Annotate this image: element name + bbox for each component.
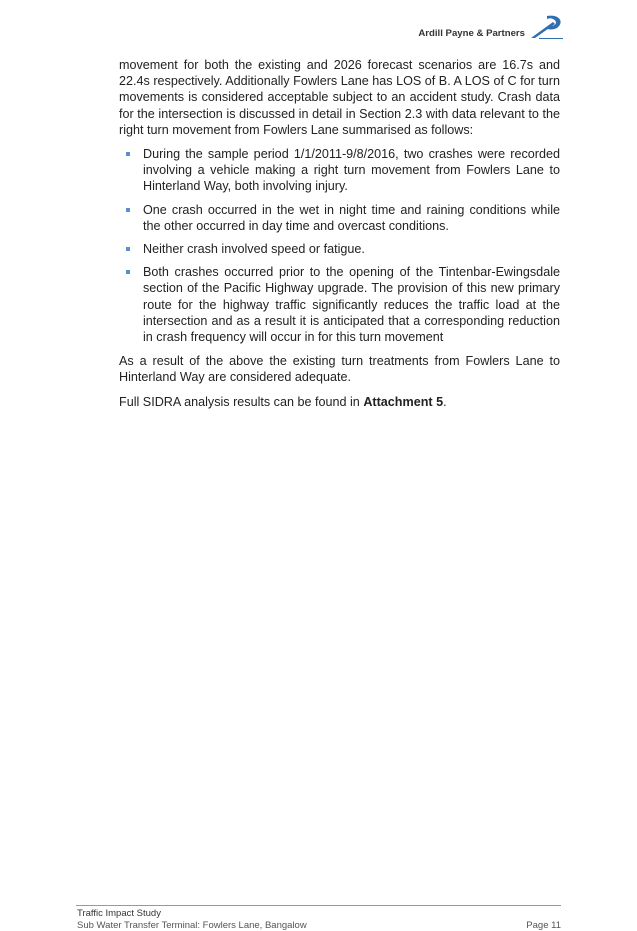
- list-item: [119, 202, 560, 234]
- list-item: [119, 264, 560, 345]
- page-content: [119, 57, 560, 418]
- list-item-text: Neither crash involved speed or fatigue.: [143, 242, 365, 257]
- list-item-text: One crash occurred in the wet in night time and raining conditions while the other occurred in day time and overcast conditions.: [143, 202, 560, 233]
- paragraph-text: Full SIDRA analysis results can be found in: [119, 394, 364, 409]
- bullet-icon: [126, 152, 130, 156]
- list-item: [119, 146, 560, 195]
- attachment-reference: Attachment 5: [363, 394, 444, 409]
- paragraph-text: .: [443, 394, 447, 409]
- body-paragraph-3: [119, 394, 560, 410]
- bullet-icon: [126, 247, 130, 251]
- company-name: Ardill Payne & Partners: [418, 28, 525, 39]
- body-paragraph-1: movement for both the existing and 2026 forecast scenarios are 16.7s and 22.4s respectively. Additionally Fowlers Lane has LOS of B. A LOS of C for turn movements is considered acceptable subject to an accident study. Crash data for the intersection is discussed in detail in Section 2.3 with data relevant to the right turn movement from Fowlers Lane summarised as follows:: [119, 58, 560, 137]
- footer-document-title: Traffic Impact Study: [77, 908, 161, 919]
- company-logo-icon: [529, 14, 565, 40]
- footer-page-number: Page 11: [526, 920, 561, 931]
- page-header: [365, 14, 565, 44]
- bullet-icon: [126, 270, 130, 274]
- body-paragraph-2: As a result of the above the existing turn treatments from Fowlers Lane to Hinterland Way are considered adequate.: [119, 354, 560, 385]
- crash-findings-list: [119, 146, 560, 345]
- footer-document-subtitle: Sub Water Transfer Terminal: Fowlers Lane, Bangalow: [77, 920, 307, 931]
- footer-divider: [76, 905, 561, 906]
- list-item-text: Both crashes occurred prior to the opening of the Tintenbar-Ewingsdale section of the Pacific Highway upgrade. The provision of this new primary route for the highway traffic significantly reduces the traffic load at the intersection and as a result it is anticipated that a corresponding reduction in crash frequency will occur in for this turn movement: [143, 265, 560, 345]
- list-item-text: During the sample period 1/1/2011-9/8/2016, two crashes were recorded involving a vehicle making a right turn movement from Fowlers Lane to Hinterland Way, both involving injury.: [143, 147, 560, 194]
- bullet-icon: [126, 208, 130, 212]
- list-item: [119, 241, 560, 257]
